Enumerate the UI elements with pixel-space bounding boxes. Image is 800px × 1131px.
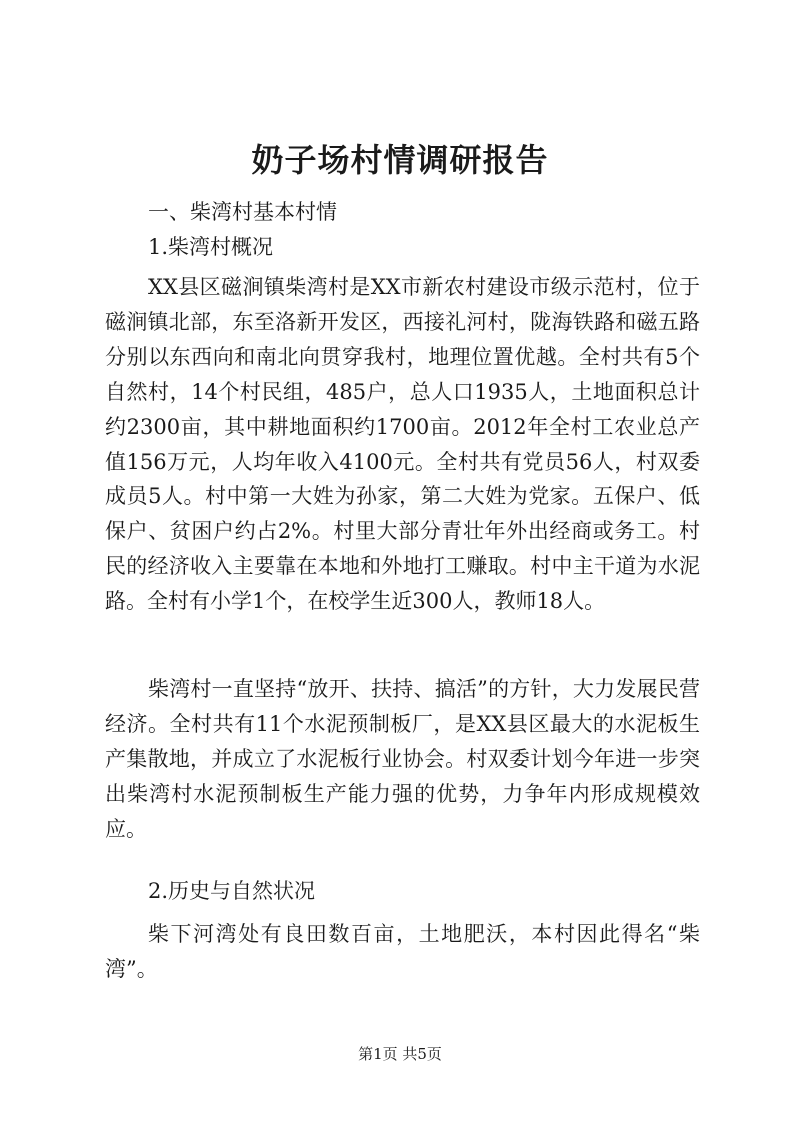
section-heading: 一、柴湾村基本村情 [148,200,337,224]
page-footer: 第1页 共5页 [358,1045,442,1063]
subsection-heading: 2.历史与自然状况 [148,879,316,903]
paragraph-history: 柴下河湾处有良田数百亩，土地肥沃，本村因此得名“柴湾”。 [105,922,700,981]
paragraph-economy: 柴湾村一直坚持“放开、扶持、搞活”的方针，大力发展民营经济。全村共有11个水泥预制板厂，是XX县区最大的水泥板生产集散地，并成立了水泥板行业协会。村双委计划今年进一步突出柴湾村水泥预制板生产能力强的优势，力争年内形成规模效应。 [105,677,700,841]
subsection-heading: 1.柴湾村概况 [148,235,274,259]
document-title: 奶子场村情调研报告 [251,141,549,179]
paragraph-overview: XX县区磁涧镇柴湾村是XX市新农村建设市级示范村，位于磁涧镇北部，东至洛新开发区，西接礼河村，陇海铁路和磁五路分别以东西向和南北向贯穿我村，地理位置优越。全村共有5个自然村，14个村民组，485户，总人口1935人，土地面积总计约2300亩，其中耕地面积约1700亩。2012年全村工农业总产值156万元，人均年收入4100元。全村共有党员56人，村双委成员5人。村中第一大姓为孙家，第二大姓为党家。五保户、低保户、贫困户约占2%。村里大部分青壮年外出经商或务工。村民的经济收入主要靠在本地和外地打工赚取。村中主干道为水泥路。全村有小学1个，在校学生近300人，教师18人。 [105,275,700,614]
